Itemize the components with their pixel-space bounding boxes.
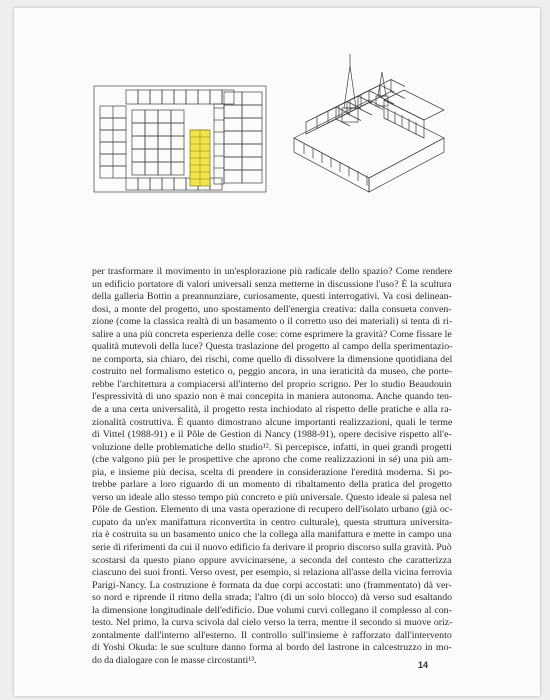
text-line: per trasformare il movimento in un'esplorazione più radicale dello spazio? Come rendere: [92, 266, 453, 277]
text-line: cupato da un'ex manifattura riconvertita in centro culturale), questa struttura universita-: [92, 516, 453, 528]
text-line: Parigi-Nancy. La costruzione è formata da due corpi accostati: uno (frammentato) dà ver-: [92, 579, 452, 591]
text-line: un edificio portatore di valori universali senza metterne in discussione l'uso? È la scultura: [92, 278, 452, 290]
text-line: Pôle de Gestion. Elemento di una vasta operazione di recupero dell'isolato urbano (già oc-: [92, 504, 453, 516]
text-line: zontalmente dall'interno all'esterno. Il controllo sull'insieme è rafforzato dall'intervento: [92, 629, 452, 641]
text-line: di Yoshi Okuda: le sue sculture danno forma al bordo del lastrone in calcestruzzo in mo-: [92, 642, 452, 654]
text-line: scostarsi da questo piano oppure avvicinarsene, a seconda del contesto che caratterizza: [92, 554, 452, 566]
text-line: l'espressività di uno spazio non è mai concepita in maniera autonoma. Anche quando ten-: [92, 391, 453, 403]
text-line: verso un ideale allo stesso tempo più concreto e più universale. Questo ideale si palesa nel: [92, 491, 452, 503]
text-line: costruito nel formalismo estetico o, peggio ancora, in una ieraticità da museo, che porte-: [92, 366, 453, 378]
text-line: ria è costruita su un basamento unico che la collega alla manifattura e mette in campo una: [92, 529, 452, 541]
text-line: ciascuno dei suoi fronti. Verso ovest, per esempio, si relaziona all'asse della vicina ferrovia: [92, 567, 453, 579]
text-line: so nord e riprende il ritmo della strada; l'altro (di un solo blocco) dà verso sud esaltando: [92, 592, 453, 604]
body-text: [92, 266, 452, 668]
page-number: 14: [418, 660, 429, 670]
text-line: (che valgono più per le prospettive che aprono che come realizzazioni in sé) una più am-: [92, 454, 453, 466]
text-line: de a una certa universalità, il progetto resta inchiodato al rispetto delle pratiche e alla ra-: [92, 404, 452, 416]
floor-plan-figure: [92, 84, 268, 194]
text-line: della galleria Bottin a preannunziare, curiosamente, questi interrogativi. Va così delinean-: [92, 291, 452, 303]
text-line: pia, e insieme più decisa, scelta di prendere in considerazione l'eredità moderna. Si po-: [92, 466, 453, 478]
text-line: qualità mutevoli della luce? Questa traslazione del progetto al campo della sperimentazio-: [92, 341, 453, 353]
book-page: [14, 8, 540, 696]
text-line: rebbe l'architettura a compiacersi all'interno del proprio scrigno. Per lo studio Beaudouin: [92, 378, 452, 390]
text-line: la dimensione longitudinale dell'edificio. Due volumi curvi collegano il complesso al con-: [92, 604, 452, 616]
text-line: dosi, a monte del progetto, uno spostamento dell'energia creativa: dalla consueta conven-: [92, 303, 452, 315]
text-line: voluzione delle problematiche dello studio¹². Si percepisce, infatti, in quei grandi progetti: [92, 441, 452, 453]
text-line: zionalità costruttiva. È quanto dimostrano alcune importanti realizzazioni, quali le terme: [92, 416, 453, 428]
text-line: zione (come la classica realtà di un basamento o il corretto uso dei materiali) si tenta di ri-: [92, 316, 453, 328]
text-line: do da dialogare con le masse circostanti¹³.: [92, 654, 257, 666]
text-line: di Vittel (1988-91) e il Pôle de Gestion di Nancy (1988-91), opere decisive rispetto all'e-: [92, 429, 452, 441]
text-line: testo. Nel primo, la curva scivola dal cielo verso la terra, mentre il secondo si muove oriz-: [92, 617, 453, 629]
text-line: serie di riferimenti da cui il nuovo edificio fa derivare il proprio discorso sulla gravità. Può: [92, 542, 452, 554]
text-line: trebbe parlare a loro riguardo di un momento di ribaltamento della pratica del progetto: [92, 479, 452, 491]
axonometric-figure: [284, 48, 454, 208]
text-line: salire a una più concreta esperienza delle cose: come esprimere la gravità? Come fissare le: [92, 328, 452, 340]
text-line: ne comporta, sia chiaro, dei rischi, come quello di dissolvere la dimensione quotidiana del: [92, 353, 453, 365]
